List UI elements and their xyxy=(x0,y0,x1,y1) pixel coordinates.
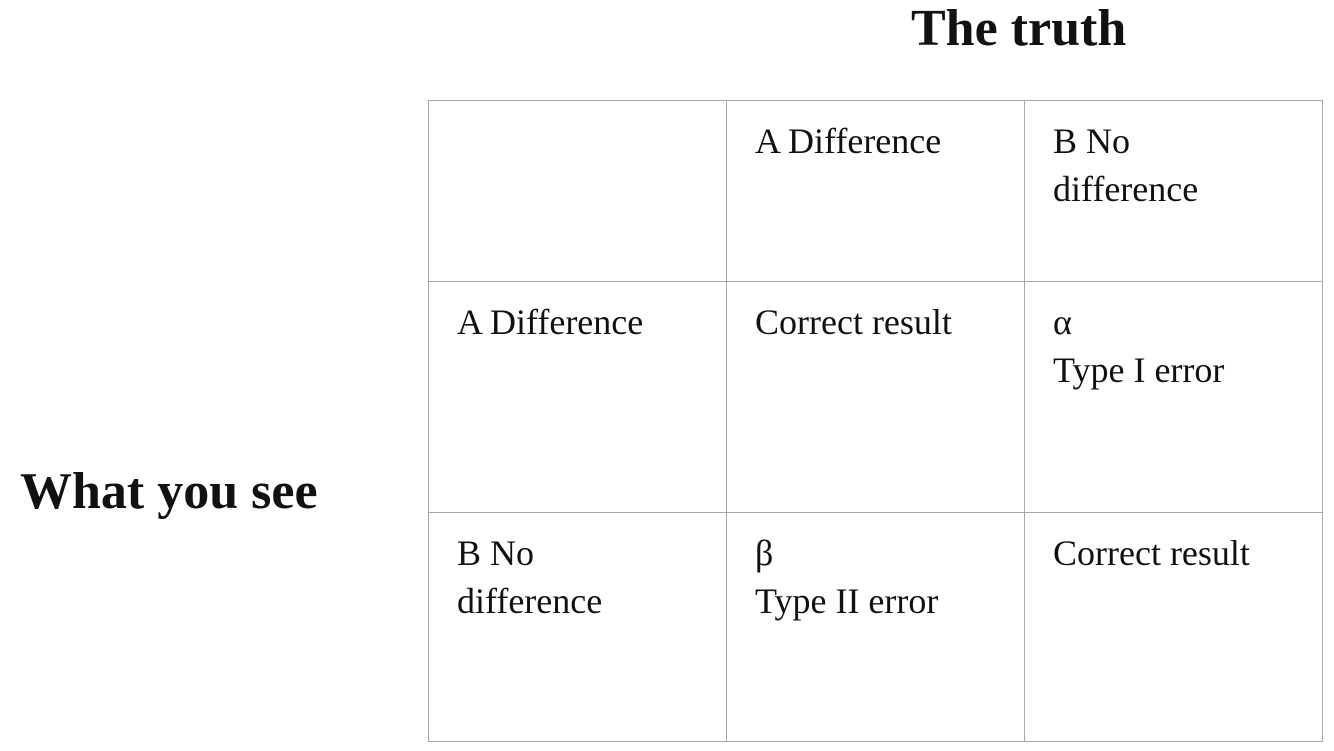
header-no-difference-label-line2: difference xyxy=(1053,169,1199,209)
cell-type-ii-error xyxy=(727,513,1025,742)
truth-heading: The truth xyxy=(911,0,1127,57)
corner-cell xyxy=(429,101,727,282)
type-ii-error-text: Type II error xyxy=(755,581,939,621)
beta-symbol: β xyxy=(755,533,774,573)
header-cell-no-difference xyxy=(1025,101,1323,282)
header-no-difference-label-line1: B No xyxy=(1053,121,1131,161)
observation-heading: What you see xyxy=(20,463,318,520)
table-row xyxy=(429,513,1323,742)
cell-correct-result xyxy=(727,282,1025,513)
table-row xyxy=(429,282,1323,513)
error-matrix-table xyxy=(428,100,1323,742)
header-row xyxy=(429,101,1323,282)
row-no-difference-label-line1: B No xyxy=(457,533,535,573)
alpha-symbol: α xyxy=(1053,302,1072,342)
cell-type-i-error xyxy=(1025,282,1323,513)
row-label-difference xyxy=(429,282,727,513)
row-difference-label: A Difference xyxy=(457,302,644,342)
row-label-no-difference xyxy=(429,513,727,742)
row-no-difference-label-line2: difference xyxy=(457,581,603,621)
header-difference-label: A Difference xyxy=(755,121,942,161)
correct-result-text: Correct result xyxy=(1053,533,1250,573)
cell-correct-result xyxy=(1025,513,1323,742)
type-i-error-text: Type I error xyxy=(1053,350,1225,390)
header-cell-difference xyxy=(727,101,1025,282)
correct-result-text: Correct result xyxy=(755,302,952,342)
